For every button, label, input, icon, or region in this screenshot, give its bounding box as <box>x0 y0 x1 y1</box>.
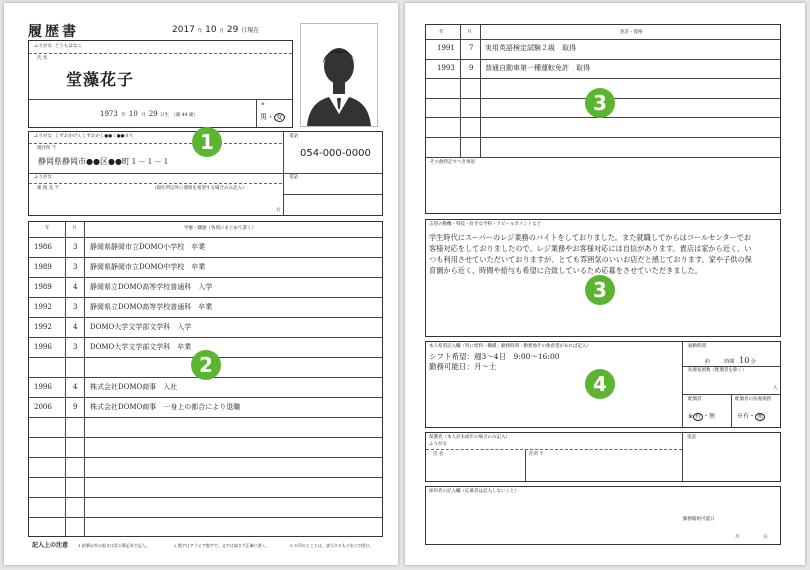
contact-address-label: 連 絡 先 〒 <box>37 186 60 191</box>
history-text: DOMO大学文学部文学科 卒業 <box>90 343 192 351</box>
license-col-desc: 免許・資格 <box>620 30 643 35</box>
history-month-divider <box>84 222 85 536</box>
marker-badge-4: 4 <box>585 369 615 399</box>
history-month: 3 <box>73 263 78 271</box>
motivation-line-1: 学生時代にスーパーのレジ業務のバイトをしておりました。また就職してからはコールセンターでお <box>429 233 752 242</box>
history-row-divider <box>29 337 382 338</box>
birth-day: 29 <box>148 110 158 118</box>
guardian-phone-divider <box>682 433 683 481</box>
commute-minutes-unit: 分 <box>750 359 756 365</box>
spouse-support-label: 配偶者の扶養義務 <box>735 397 771 402</box>
address-value: 静岡県静岡市●●区●●町１－１－１ <box>38 157 170 166</box>
history-month: 4 <box>73 383 78 391</box>
birth-year: 1973 <box>100 110 118 118</box>
license-col-year: 年 <box>439 30 444 35</box>
history-year-divider <box>65 222 66 536</box>
contact-phone-label: 電話 <box>289 175 298 180</box>
license-month: 7 <box>469 44 474 52</box>
employer-label: 採用者の記入欄（応募者は記入しないこと） <box>429 489 519 494</box>
guardian-name-label: 氏 名 <box>433 452 444 457</box>
history-text: DOMO大学文学部文学科 入学 <box>90 323 192 331</box>
sex-male: 男 <box>260 113 267 121</box>
note-1: 1 鉛筆以外の黒又は青の筆記具で記入。 <box>78 543 150 548</box>
phone-number: 054-000-0000 <box>300 148 371 159</box>
support-no-circled: 無 <box>757 413 764 420</box>
history-text: 静岡県静岡市立DOMO中学校 卒業 <box>90 263 206 271</box>
birth-divider <box>29 99 292 100</box>
phone-column-divider <box>283 132 284 215</box>
start-date-month-unit: 月 <box>735 535 740 540</box>
license-year: 1991 <box>437 44 455 52</box>
history-month: 4 <box>73 283 78 291</box>
applicant-photo <box>300 23 378 127</box>
history-row-divider <box>29 517 382 518</box>
history-year: 1986 <box>34 243 52 251</box>
commute-minutes: 10 <box>739 356 750 365</box>
age: （満 44 歳） <box>171 113 198 118</box>
history-year: 1996 <box>34 383 52 391</box>
issue-date-suffix: 日現在 <box>241 27 260 34</box>
license-row-divider <box>426 78 780 79</box>
history-row-divider <box>29 257 382 258</box>
history-row-divider <box>29 297 382 298</box>
birth-month: 10 <box>128 110 138 118</box>
resume-right-page <box>405 3 805 565</box>
furigana-divider <box>29 53 292 54</box>
guardian-address-label: 住所 〒 <box>529 452 544 457</box>
contact-divider <box>29 173 382 174</box>
license-col-month: 月 <box>467 30 472 35</box>
address-furigana-label: ふりがな しずおかけんしずおかし●●く●●まち <box>34 134 134 139</box>
note-2: 2 数字はアラビア数字で、文字は崩さず正確に書く。 <box>174 543 270 548</box>
history-year: 1992 <box>34 303 52 311</box>
employer-section <box>425 486 781 545</box>
start-date-day-unit: 日 <box>763 535 768 540</box>
issue-date-year-unit: 年 <box>197 29 203 34</box>
contact-phone-divider <box>284 194 382 195</box>
guardian-furigana-label: ふりがな <box>429 442 447 447</box>
spouse-yes-circled: 有 <box>695 413 702 420</box>
sex-separator: ・ <box>267 113 274 121</box>
person-silhouette-icon <box>301 24 377 126</box>
history-text: 株式会社DOMO商事 一身上の都合により退職 <box>90 403 241 411</box>
commute-label: 通勤時間 <box>688 344 706 349</box>
other-notes-divider <box>426 157 780 158</box>
history-row-divider <box>29 477 382 478</box>
commute-hours-unit: 時間 <box>724 359 735 365</box>
contact-furigana-label: ふりがな <box>34 175 52 180</box>
resume-left-page <box>4 3 398 565</box>
motivation-line-2: 客様対応をしておりましたので、レジ業務やお客様対応には自信があります。貴店は家から近く、い <box>429 244 752 253</box>
history-month: 3 <box>73 303 78 311</box>
sex-label: ※ <box>261 102 265 107</box>
issue-date-day: 29 <box>226 25 239 35</box>
history-month: 4 <box>73 323 78 331</box>
history-row-divider <box>29 277 382 278</box>
issue-date-month: 10 <box>205 25 217 35</box>
preferences-line-1: シフト希望：週3～4日 9:00～16:00 <box>429 352 560 361</box>
history-year: 1992 <box>34 323 52 331</box>
spouse-value: ※ 有 ・無 <box>688 413 716 420</box>
sex-female-circled: 女 <box>276 113 283 121</box>
address-label: 現住所 〒 <box>37 146 57 151</box>
license-text: 実用英語検定試験２級 取得 <box>485 44 576 52</box>
motivation-line-4: 育園から近く、時間や給与も希望に合致しているため応募をさせていただきました。 <box>429 266 702 275</box>
history-month: 3 <box>73 243 78 251</box>
start-date-label: 勤務開始可能日 <box>683 517 715 522</box>
commute-value <box>705 357 756 365</box>
history-col-desc: 学歴・職歴（各別にまとめて書く） <box>184 226 256 231</box>
contact-note: （現住所以外に連絡を希望する場合のみ記入） <box>152 186 247 191</box>
history-text: 静岡県立DOMO高等学校普通科 卒業 <box>90 303 213 311</box>
notes-label: 記入上の注意 <box>32 542 69 549</box>
history-row-divider <box>29 317 382 318</box>
marker-badge-1: 1 <box>192 127 222 157</box>
sex-field <box>260 113 285 122</box>
license-month: 9 <box>469 64 474 72</box>
contact-furigana-divider <box>29 183 282 184</box>
history-month: 9 <box>73 403 78 411</box>
marker-badge-3-top: 3 <box>585 88 615 118</box>
birth-day-unit: 日生 <box>159 113 169 118</box>
commute-approx: 約 <box>705 359 711 365</box>
phone-label: 電話 <box>289 134 298 139</box>
birth-date: 1973 年 10 月 29 日生 （満 44 歳） <box>100 110 198 118</box>
history-year: 1989 <box>34 263 52 271</box>
history-text: 静岡県立DOMO高等学校普通科 入学 <box>90 283 213 291</box>
preferences-divider <box>682 342 683 427</box>
preferences-line-2: 勤務可能日：月～土 <box>429 362 497 371</box>
history-row-divider <box>29 497 382 498</box>
license-text: 普通自動車第一種運転免許 取得 <box>485 64 590 72</box>
history-row-divider <box>29 457 382 458</box>
history-row-divider <box>29 437 382 438</box>
history-row-divider <box>29 397 382 398</box>
spouse-support-value: ※有・ 無 <box>737 413 764 420</box>
history-row-divider <box>29 417 382 418</box>
motivation-line-3: つも利用させていただいておりますが、とても雰囲気のいいお店だと感じております。家や子供の保 <box>429 255 752 264</box>
guardian-phone-label: 電話 <box>687 435 696 440</box>
applicant-name: 堂藻花子 <box>66 70 135 89</box>
marker-badge-3-bottom: 3 <box>585 275 615 305</box>
dependents-label: 扶養家族数（配偶者を除く） <box>688 368 747 373</box>
history-year: 1996 <box>34 343 52 351</box>
sex-column-divider <box>256 100 257 127</box>
support-yes: 有 <box>743 413 750 420</box>
guardian-furigana-divider <box>426 449 682 450</box>
name-label: 氏 名 <box>37 56 48 61</box>
history-row-divider <box>29 237 382 238</box>
preferences-label: 本人希望記入欄（特に給料・職種・勤務時間・勤務地その他希望があれば記入） <box>429 344 591 349</box>
license-row-divider <box>426 137 780 138</box>
other-notes-label: その他特記すべき事項 <box>430 160 475 165</box>
guardian-name-divider <box>525 450 526 481</box>
issue-date-month-unit: 月 <box>219 29 224 34</box>
address-furigana: しずおかけんしずおかし●●く●●まち <box>54 134 134 139</box>
license-table <box>425 24 781 214</box>
spouse-divider <box>731 395 732 427</box>
motivation-label: 志望の動機・特技・好きな学科・アピールポイントなど <box>429 222 542 227</box>
history-month: 3 <box>73 343 78 351</box>
contact-tail: 方 <box>276 208 281 213</box>
history-text: 株式会社DOMO商事 入社 <box>90 383 178 391</box>
spouse-label: 配偶者 <box>688 397 702 402</box>
history-text: 静岡県静岡市立DOMO小学校 卒業 <box>90 243 206 251</box>
license-row-divider <box>426 59 780 60</box>
spouse-no: 無 <box>709 413 716 420</box>
marker-badge-2: 2 <box>191 350 221 380</box>
history-col-month: 月 <box>72 226 77 231</box>
license-year: 1993 <box>437 64 455 72</box>
history-year: 1989 <box>34 283 52 291</box>
dependents-unit: 人 <box>773 386 778 391</box>
history-col-year: 年 <box>45 226 50 231</box>
commute-divider <box>683 366 780 367</box>
issue-date <box>172 25 259 35</box>
document-title: 履歴書 <box>28 24 79 40</box>
name-furigana-label: ふりがな どうもはなこ <box>34 44 82 49</box>
note-3: 3 ※印のところは、該当するものを○で囲む。 <box>290 543 374 548</box>
history-year: 2006 <box>34 403 52 411</box>
name-furigana: どうもはなこ <box>54 44 82 49</box>
address-furigana-divider <box>29 143 282 144</box>
guardian-label: 保護者（本人が未成年の場合のみ記入） <box>429 435 510 440</box>
issue-date-year: 2017 <box>172 25 195 35</box>
